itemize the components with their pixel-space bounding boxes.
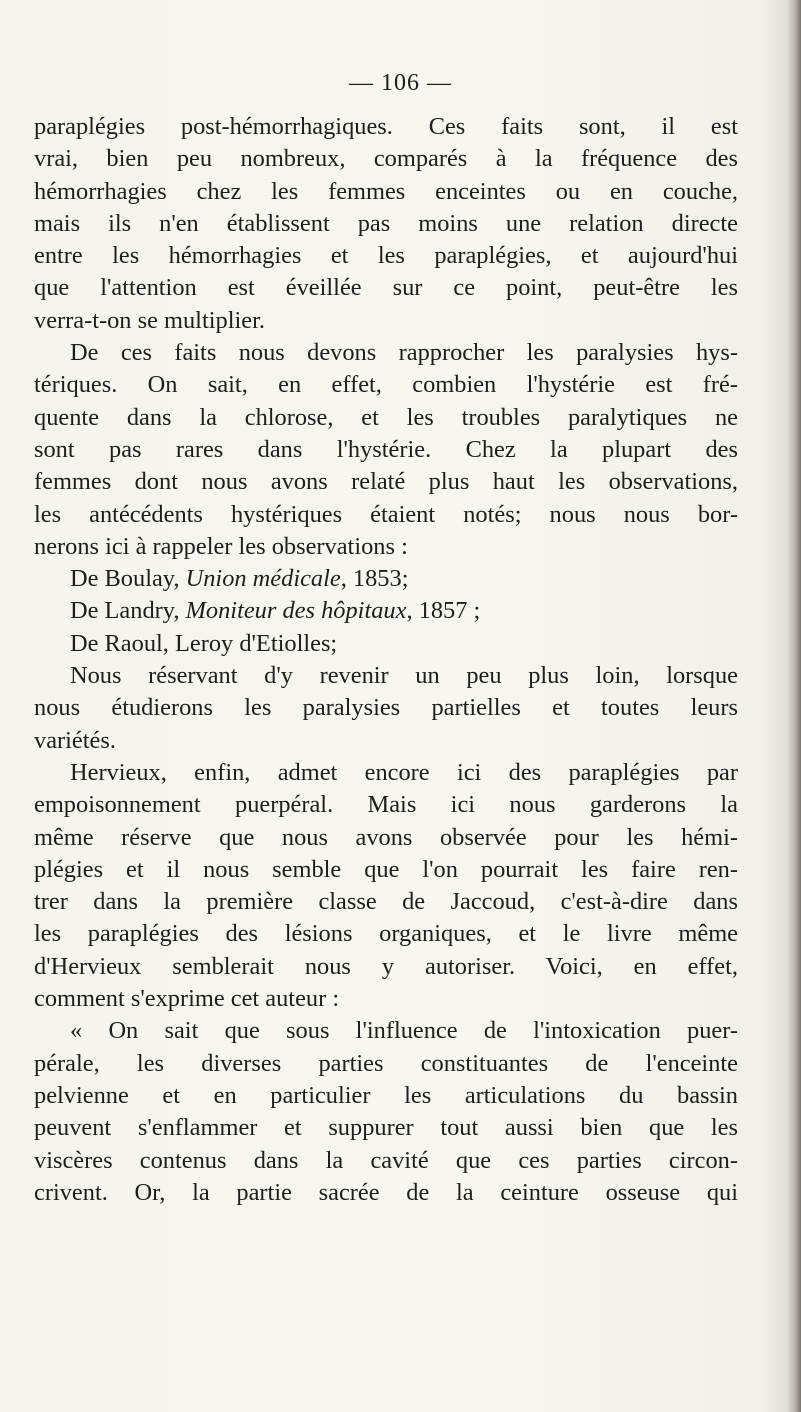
text-line: verra-t-on se multiplier. [34, 306, 265, 334]
text-line: Nous réservant d'y revenir un peu plus loin, lorsque [70, 662, 738, 690]
page-edge-shadow [787, 0, 801, 1412]
text-line [34, 595, 738, 627]
text-line: sont pas rares dans l'hystérie. Chez la plupart des [34, 435, 738, 463]
text-line: De ces faits nous devons rapprocher les paralysies hys- [70, 339, 738, 367]
text-line: comment s'exprime cet auteur : [34, 985, 340, 1013]
text-line: nous étudierons les paralysies partielles et toutes leurs [34, 694, 738, 722]
text-line: peuvent s'enflammer et suppurer tout aussi bien que les [34, 1114, 738, 1142]
text-line: les antécédents hystériques étaient notés; nous nous bor- [34, 500, 738, 528]
text-line: pérale, les diverses parties constituantes de l'enceinte [34, 1049, 738, 1077]
text-line: De Raoul, Leroy d'Etiolles; [70, 629, 338, 657]
citation-year: , 1857 ; [406, 597, 481, 625]
text-line: Hervieux, enfin, admet encore ici des paraplégies par [70, 758, 738, 786]
page-number: — 106 — [349, 70, 452, 96]
text-line: d'Hervieux semblerait nous y autoriser. Voici, en effet, [34, 952, 738, 980]
text-line: nerons ici à rappeler les observations : [34, 532, 408, 560]
text-line: variétés. [34, 726, 116, 754]
citation-author: De Boulay, [70, 565, 186, 593]
text-line: mais ils n'en établissent pas moins une relation directe [34, 209, 738, 237]
text-line: trer dans la première classe de Jaccoud, c'est-à-dire dans [34, 888, 738, 916]
body-text [34, 111, 738, 1209]
citation-journal: Moniteur des hôpitaux [185, 597, 407, 625]
text-line: empoisonnement puerpéral. Mais ici nous garderons la [34, 791, 738, 819]
text-line: paraplégies post-hémorrhagiques. Ces faits sont, il est [34, 113, 738, 140]
text-line: hémorrhagies chez les femmes enceintes ou en couche, [34, 177, 738, 205]
text-line: viscères contenus dans la cavité que ces parties circon- [34, 1146, 738, 1174]
text-line: même réserve que nous avons observée pour les hémi- [34, 823, 738, 851]
text-line: plégies et il nous semble que l'on pourrait les faire ren- [34, 855, 738, 883]
text-line: vrai, bien peu nombreux, comparés à la fréquence des [34, 145, 738, 173]
text-line: pelvienne et en particulier les articulations du bassin [34, 1081, 738, 1109]
citation-year: , 1853; [340, 565, 409, 593]
citation-journal: Union médicale [185, 565, 341, 593]
text-line: les paraplégies des lésions organiques, et le livre même [34, 920, 738, 948]
text-line [34, 563, 738, 595]
text-line: femmes dont nous avons relaté plus haut les observations, [34, 468, 738, 496]
text-line: « On sait que sous l'influence de l'intoxication puer- [70, 1017, 738, 1045]
text-line: quente dans la chlorose, et les troubles paralytiques ne [34, 403, 738, 431]
text-line: crivent. Or, la partie sacrée de la ceinture osseuse qui [34, 1178, 738, 1206]
citation-author: De Landry, [70, 597, 186, 625]
text-line: entre les hémorrhagies et les paraplégies, et aujourd'hui [34, 242, 738, 270]
text-line: tériques. On sait, en effet, combien l'hystérie est fré- [34, 371, 738, 399]
text-line: que l'attention est éveillée sur ce point, peut-être les [34, 274, 738, 302]
